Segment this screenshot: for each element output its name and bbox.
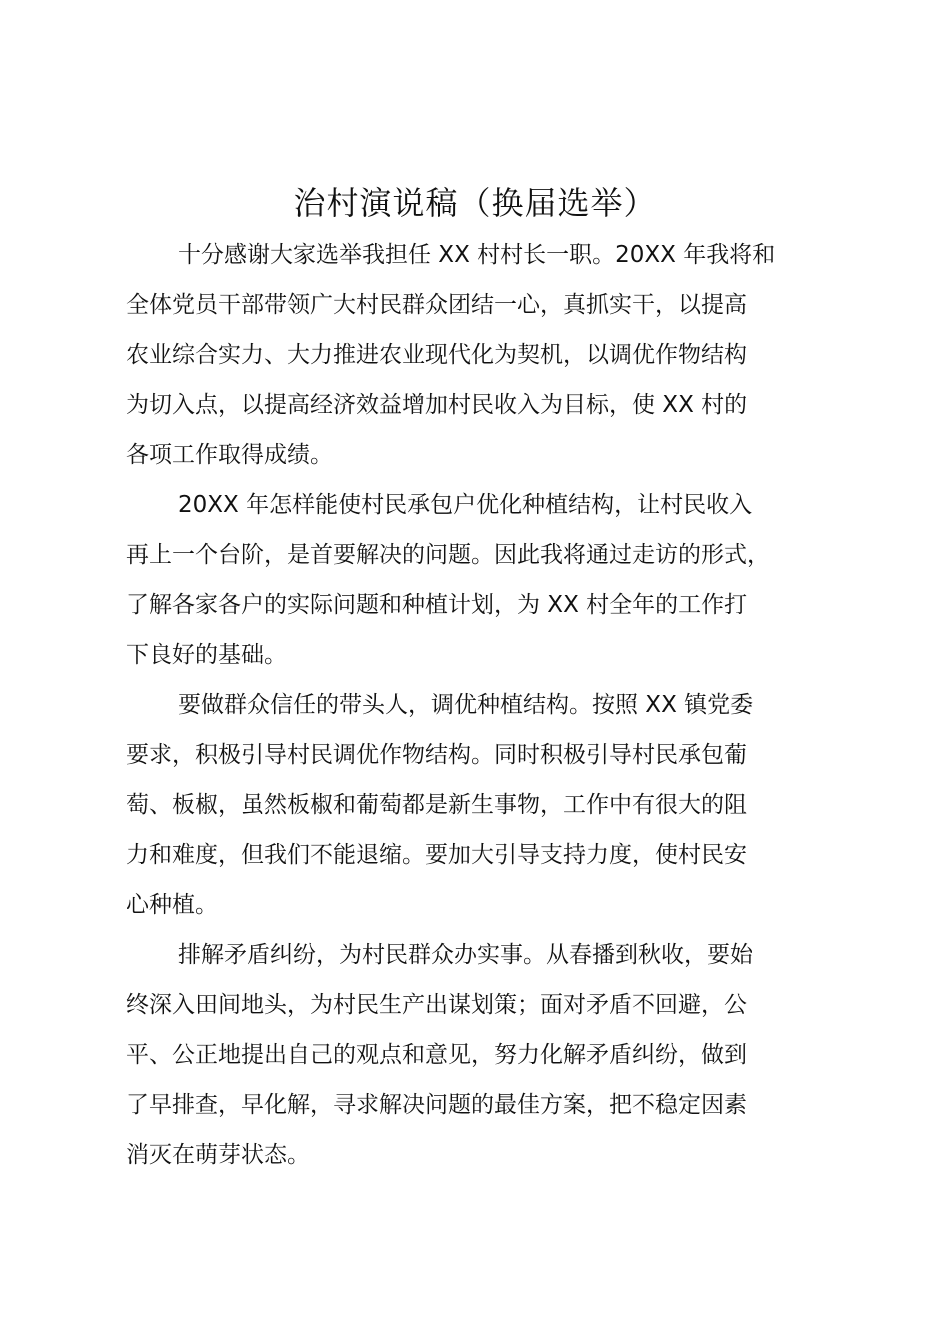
paragraph-line: 平、公正地提出自己的观点和意见，努力化解矛盾纠纷，做到 xyxy=(126,1042,747,1068)
paragraph-line: 各项工作取得成绩。 xyxy=(126,442,333,468)
paragraph-line: 再上一个台阶，是首要解决的问题。因此我将通过走访的形式， xyxy=(126,542,770,568)
paragraph-line: 心种植。 xyxy=(126,892,218,918)
paragraph-line: 农业综合实力、大力推进农业现代化为契机，以调优作物结构 xyxy=(126,342,747,368)
paragraph-line: 排解矛盾纠纷，为村民群众办实事。从春播到秋收，要始 xyxy=(178,942,753,968)
paragraph-line: 要做群众信任的带头人，调优种植结构。按照 XX 镇党委 xyxy=(178,692,754,718)
paragraph-line: 20XX 年怎样能使村民承包户优化种植结构，让村民收入 xyxy=(178,492,753,518)
paragraph-line: 了解各家各户的实际问题和种植计划，为 XX 村全年的工作打 xyxy=(126,592,748,618)
paragraph-line: 了早排查，早化解，寻求解决问题的最佳方案，把不稳定因素 xyxy=(126,1092,747,1118)
document-body xyxy=(126,230,836,1180)
document-title: 治村演说稿（换届选举） xyxy=(293,184,657,222)
paragraph-line: 终深入田间地头，为村民生产出谋划策；面对矛盾不回避，公 xyxy=(126,992,747,1018)
paragraph-2 xyxy=(126,480,836,680)
paragraph-1 xyxy=(126,230,836,480)
paragraph-3 xyxy=(126,680,836,930)
paragraph-line: 全体党员干部带领广大村民群众团结一心，真抓实干，以提高 xyxy=(126,292,747,318)
paragraph-line: 为切入点，以提高经济效益增加村民收入为目标，使 XX 村的 xyxy=(126,392,748,418)
paragraph-line: 要求，积极引导村民调优作物结构。同时积极引导村民承包葡 xyxy=(126,742,747,768)
paragraph-line: 消灭在萌芽状态。 xyxy=(126,1142,310,1168)
paragraph-line: 萄、板椒，虽然板椒和葡萄都是新生事物，工作中有很大的阻 xyxy=(126,792,747,818)
paragraph-line: 下良好的基础。 xyxy=(126,642,287,668)
paragraph-4 xyxy=(126,930,836,1180)
paragraph-line: 力和难度，但我们不能退缩。要加大引导支持力度，使村民安 xyxy=(126,842,747,868)
paragraph-line: 十分感谢大家选举我担任 XX 村村长一职。20XX 年我将和 xyxy=(178,242,776,268)
